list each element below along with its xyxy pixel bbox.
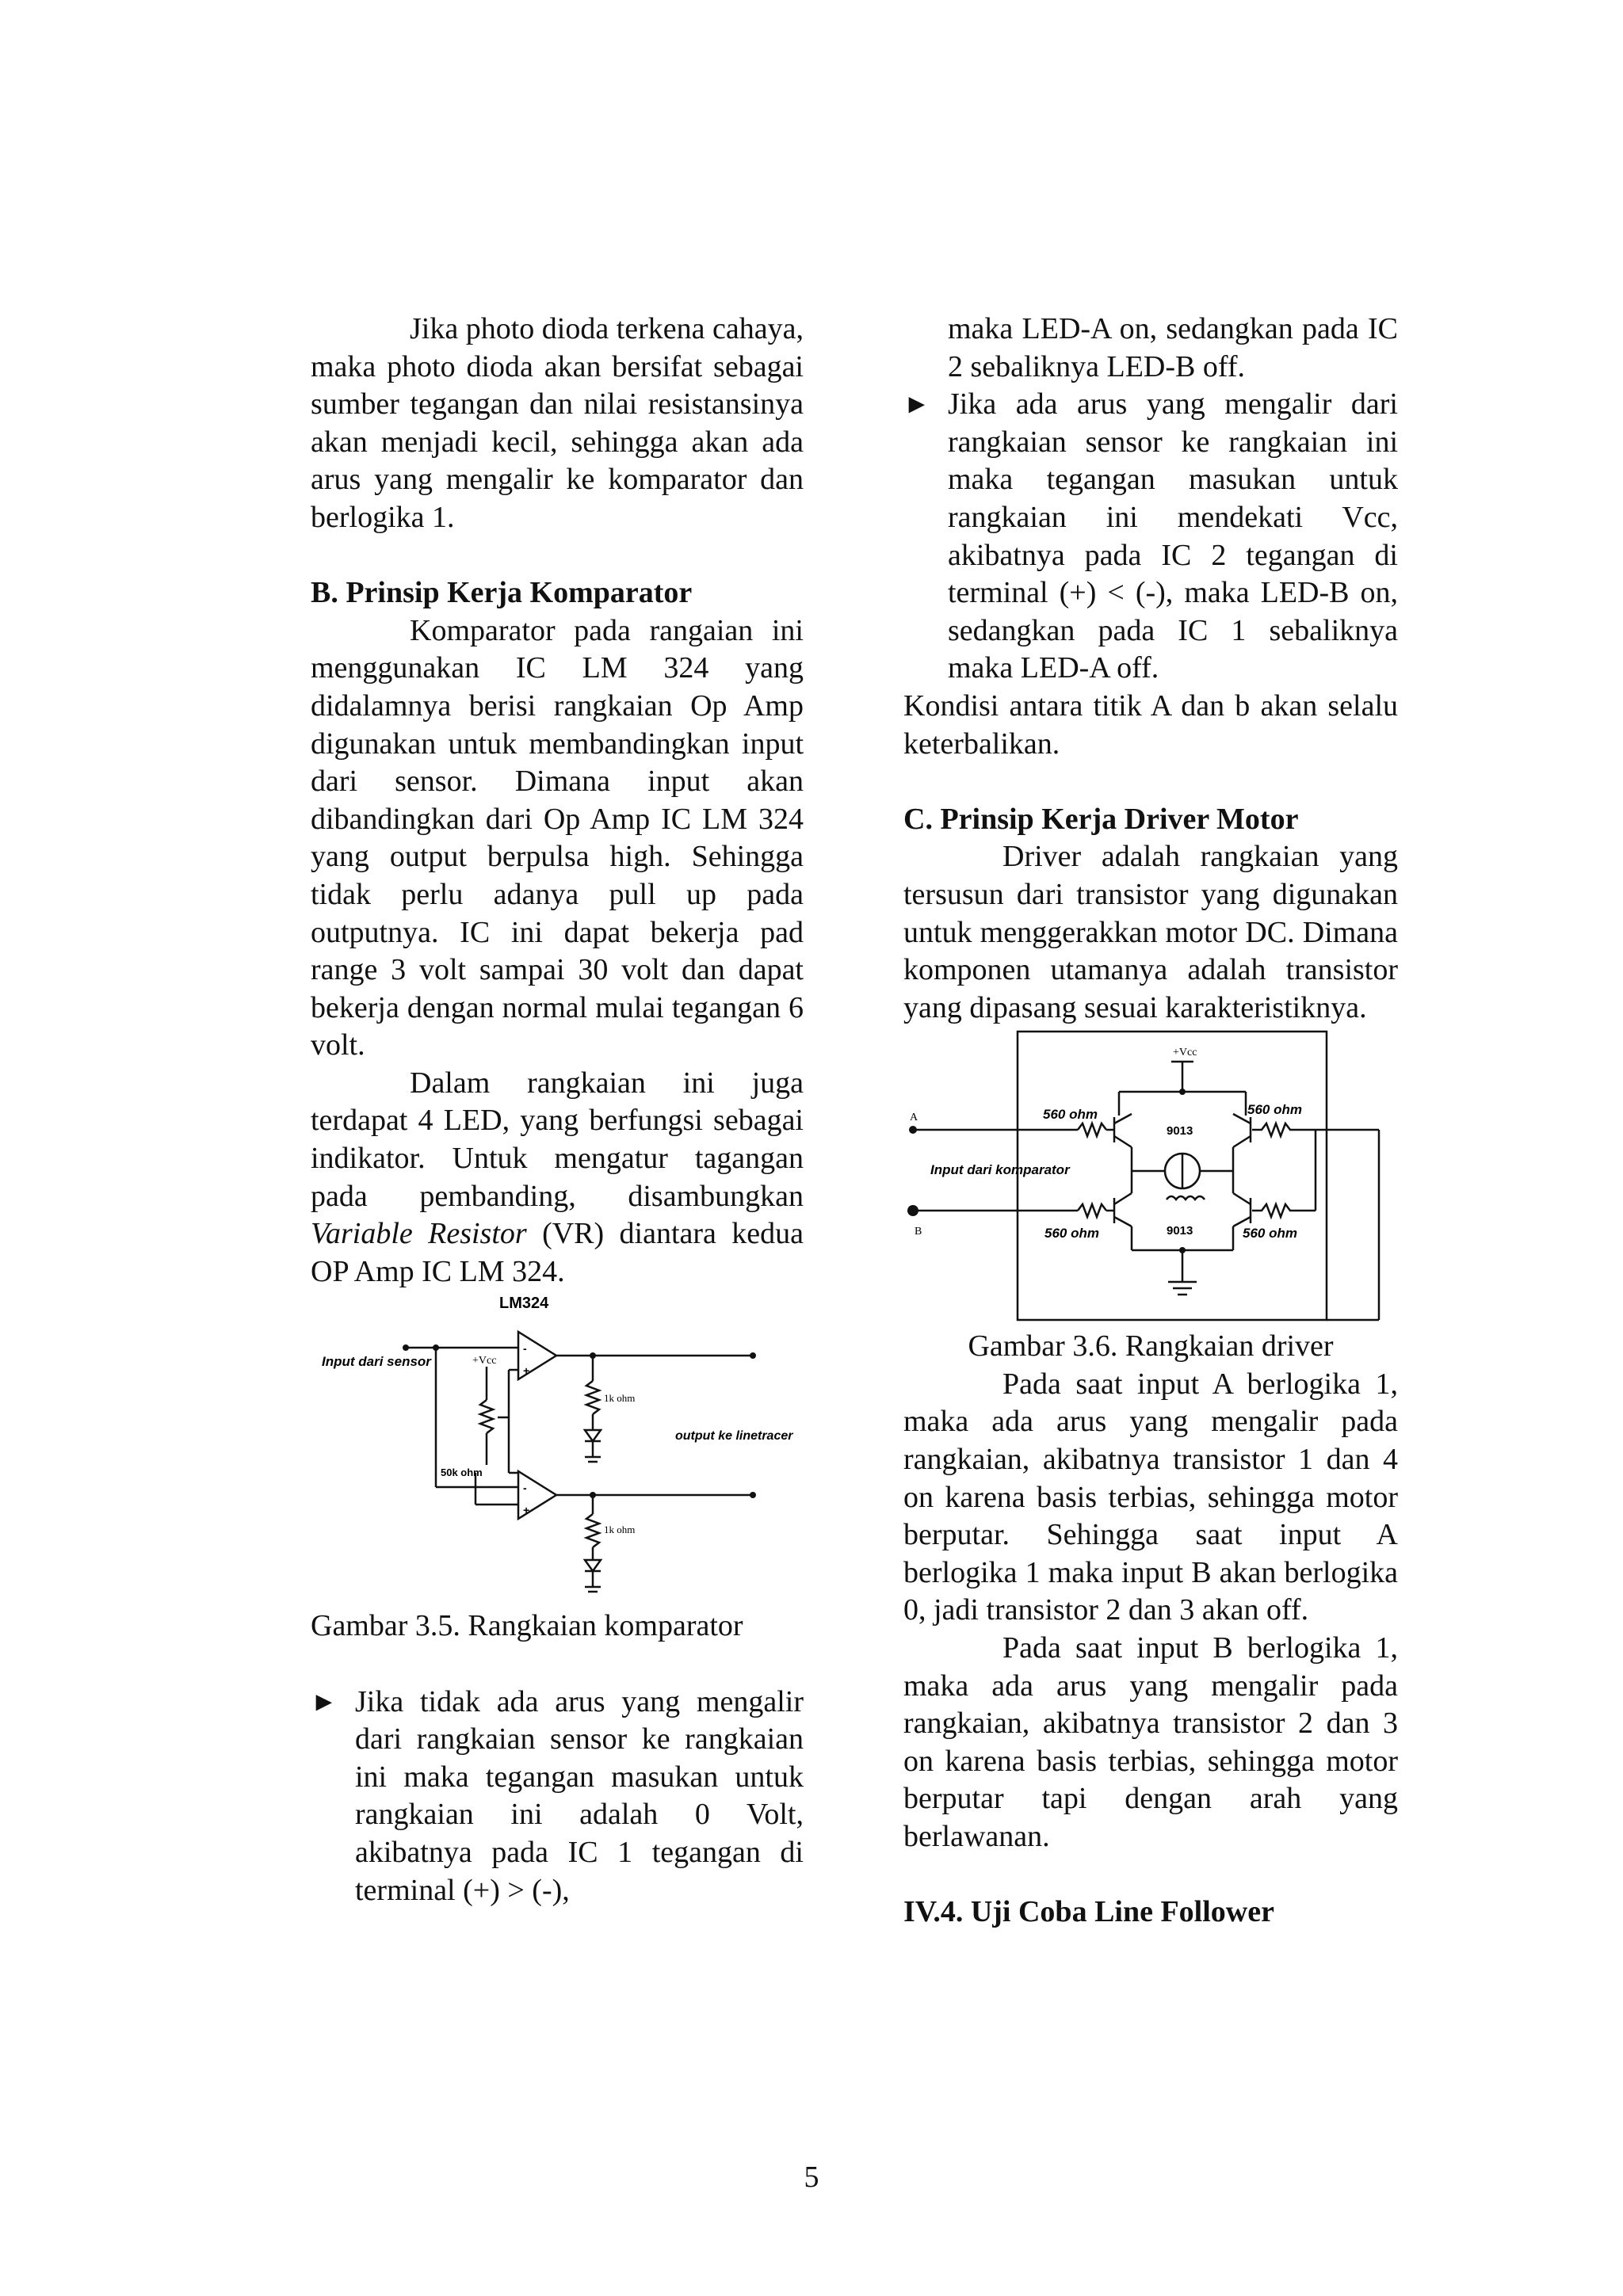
- paragraph-komparator: Komparator pada rangaian ini menggunakan IC LM 324 yang didalamnya berisi rangkaian Op Amp digunakan untuk membandingkan input dari sensor. Dimana input akan dibandingkan dari Op Amp IC LM 324 yang output berpulsa high. Sehingga tidak perlu adanya pull up pada outputnya. IC ini dapat bekerja pad range 3 volt sampai 30 volt dan dapat bekerja dengan normal mulai tegangan 6 volt.: [311, 613, 804, 1062]
- paragraph-input-a: Pada saat input A berlogika 1, maka ada arus yang mengalir pada rangkaian, akibatnya transistor 1 dan 4 on karena basis terbias, sehingga motor berputar. Sehingga saat input A berlogika 1 maka input B akan berlogika 0, jadi transistor 2 dan 3 akan off.: [903, 1367, 1398, 1627]
- vcc-label: +Vcc: [1173, 1047, 1197, 1059]
- figure-comparator-circuit: [311, 1291, 804, 1608]
- ic-label: LM324: [499, 1295, 549, 1313]
- bullet-no-current: ► Jika tidak ada arus yang mengalir dari rangkaian sensor ke rangkaian ini maka tegangan masukan untuk rangkaian ini adalah 0 Volt, akibatnya pada IC 1 tegangan di terminal (+) > (-),: [311, 1684, 804, 1907]
- vcc-label: +Vcc: [472, 1355, 497, 1367]
- output-label: output ke linetracer: [675, 1429, 793, 1444]
- point-a-label: A: [910, 1112, 918, 1124]
- caption-figure-3-6: Gambar 3.6. Rangkaian driver: [968, 1329, 1334, 1363]
- paragraph-input-b: Pada saat input B berlogika 1, maka ada arus yang mengalir pada rangkaian, akibatnya transistor 2 dan 3 on karena basis terbias, sehingga motor berputar tapi dengan arah yang berlawanan.: [903, 1631, 1398, 1853]
- resistor-tl-label: 560 ohm: [1043, 1107, 1098, 1123]
- resistor-bl-label: 560 ohm: [1044, 1226, 1099, 1241]
- bullet-marker-icon: ►: [311, 1687, 338, 1717]
- page-number: 5: [804, 2161, 819, 2194]
- pot-label: 50k ohm: [441, 1466, 483, 1479]
- bullet-no-current-continued: maka LED-A on, sedangkan pada IC 2 sebaliknya LED-B off.: [948, 312, 1398, 383]
- heading-uji-coba: IV.4. Uji Coba Line Follower: [903, 1895, 1274, 1929]
- left-column: [311, 311, 804, 1909]
- figure-driver-circuit: [903, 1027, 1398, 1328]
- paragraph-driver: Driver adalah rangkaian yang tersusun dari transistor yang digunakan untuk menggerakkan motor DC. Dimana komponen utamanya adalah transistor yang dipasang sesuai karakteristiknya.: [903, 840, 1398, 1024]
- svg-text:-: -: [523, 1342, 527, 1356]
- paragraph-photodiode: Jika photo dioda terkena cahaya, maka photo dioda akan bersifat sebagai sumber tegangan dan nilai resistansinya akan menjadi kecil, sehingga akan ada arus yang mengalir ke komparator dan berlogika 1.: [311, 312, 804, 534]
- paragraph-kondisi: Kondisi antara titik A dan b akan selalu keterbalikan.: [903, 688, 1398, 761]
- bullet-with-current: ► Jika ada arus yang mengalir dari rangkaian sensor ke rangkaian ini maka tegangan masukan untuk rangkaian ini mendekati Vcc, akibatnya pada IC 2 tegangan di terminal (+) < (-), maka LED-B on, sedangkan pada IC 1 sebaliknya maka LED-A off.: [903, 387, 1398, 685]
- transistor-top-label: 9013: [1167, 1124, 1193, 1138]
- heading-driver-motor: C. Prinsip Kerja Driver Motor: [903, 802, 1299, 836]
- heading-prinsip-komparator: B. Prinsip Kerja Komparator: [311, 576, 693, 610]
- resistor-1-label: 1k ohm: [604, 1392, 636, 1405]
- point-b-label: B: [915, 1226, 922, 1238]
- resistor-br-label: 560 ohm: [1243, 1226, 1297, 1241]
- svg-text:+: +: [523, 1364, 530, 1378]
- bullet-marker-icon: ►: [903, 390, 930, 420]
- right-column: [903, 311, 1398, 1932]
- resistor-2-label: 1k ohm: [604, 1524, 636, 1536]
- transistor-bottom-label: 9013: [1167, 1224, 1193, 1238]
- caption-figure-3-5: Gambar 3.5. Rangkaian komparator: [311, 1609, 743, 1643]
- svg-text:-: -: [523, 1482, 527, 1495]
- svg-text:+: +: [523, 1504, 530, 1517]
- input-label: Input dari komparator: [930, 1162, 1070, 1178]
- resistor-tr-label: 560 ohm: [1247, 1102, 1302, 1118]
- input-label: Input dari sensor: [322, 1354, 431, 1370]
- paragraph-led-indicator: Dalam rangkaian ini juga terdapat 4 LED, yang berfungsi sebagai indikator. Untuk mengatur tagangan pada pembanding, disambungkan Variable Resistor (VR) diantara kedua OP Amp IC LM 324.: [311, 1066, 804, 1288]
